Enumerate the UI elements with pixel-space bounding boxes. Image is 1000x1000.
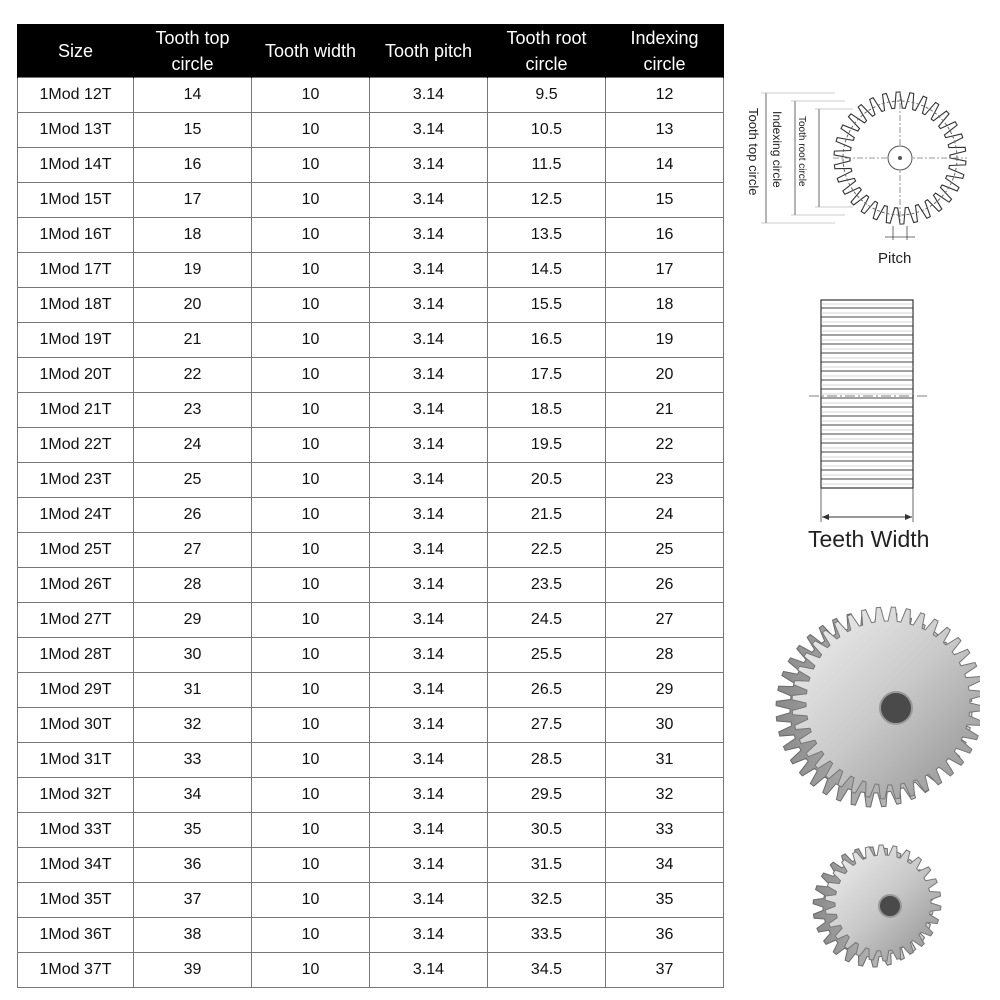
table-row — [18, 113, 724, 148]
cell-tooth-top-circle: 17 — [134, 183, 252, 218]
cell-indexing-circle: 32 — [606, 778, 724, 813]
cell-tooth-width: 10 — [252, 498, 370, 533]
header-size: Size — [18, 24, 134, 78]
cell-tooth-top-circle: 16 — [134, 148, 252, 183]
cell-tooth-top-circle: 20 — [134, 288, 252, 323]
cell-indexing-circle: 27 — [606, 603, 724, 638]
cell-size: 1Mod 13T — [18, 113, 134, 148]
cell-tooth-root-circle: 26.5 — [488, 673, 606, 708]
gear-center — [898, 156, 902, 160]
cell-tooth-root-circle: 16.5 — [488, 323, 606, 358]
cell-tooth-root-circle: 12.5 — [488, 183, 606, 218]
cell-tooth-pitch: 3.14 — [370, 463, 488, 498]
cell-size: 1Mod 25T — [18, 533, 134, 568]
table-row — [18, 673, 724, 708]
cell-indexing-circle: 20 — [606, 358, 724, 393]
cell-tooth-root-circle: 25.5 — [488, 638, 606, 673]
cell-tooth-pitch: 3.14 — [370, 778, 488, 813]
cell-tooth-root-circle: 34.5 — [488, 953, 606, 988]
table-row — [18, 288, 724, 323]
cell-tooth-root-circle: 17.5 — [488, 358, 606, 393]
cell-size: 1Mod 19T — [18, 323, 134, 358]
cell-indexing-circle: 26 — [606, 568, 724, 603]
cell-tooth-width: 10 — [252, 848, 370, 883]
cell-tooth-root-circle: 22.5 — [488, 533, 606, 568]
cell-size: 1Mod 30T — [18, 708, 134, 743]
cell-tooth-top-circle: 26 — [134, 498, 252, 533]
cell-tooth-width: 10 — [252, 463, 370, 498]
cell-tooth-width: 10 — [252, 743, 370, 778]
label-tooth-root-circle: Tooth root circle — [796, 116, 807, 187]
table-row — [18, 953, 724, 988]
width-arrow-left — [822, 514, 829, 520]
cell-tooth-width: 10 — [252, 708, 370, 743]
cell-indexing-circle: 19 — [606, 323, 724, 358]
cell-tooth-root-circle: 13.5 — [488, 218, 606, 253]
header-tooth-pitch: Tooth pitch — [370, 24, 488, 78]
cell-tooth-width: 10 — [252, 393, 370, 428]
cell-indexing-circle: 37 — [606, 953, 724, 988]
cell-tooth-width: 10 — [252, 218, 370, 253]
cell-tooth-width: 10 — [252, 603, 370, 638]
cell-tooth-pitch: 3.14 — [370, 218, 488, 253]
cell-tooth-root-circle: 14.5 — [488, 253, 606, 288]
cell-tooth-top-circle: 22 — [134, 358, 252, 393]
cell-tooth-top-circle: 30 — [134, 638, 252, 673]
cell-tooth-width: 10 — [252, 813, 370, 848]
cell-tooth-top-circle: 32 — [134, 708, 252, 743]
cell-tooth-width: 10 — [252, 778, 370, 813]
cell-tooth-top-circle: 29 — [134, 603, 252, 638]
cell-tooth-pitch: 3.14 — [370, 358, 488, 393]
table-row — [18, 183, 724, 218]
cell-tooth-pitch: 3.14 — [370, 848, 488, 883]
cell-size: 1Mod 23T — [18, 463, 134, 498]
cell-tooth-pitch: 3.14 — [370, 883, 488, 918]
label-indexing-circle: Indexing circle — [770, 111, 784, 188]
table-row — [18, 603, 724, 638]
teeth-width-diagram — [795, 290, 955, 555]
cell-tooth-root-circle: 32.5 — [488, 883, 606, 918]
table-row — [18, 393, 724, 428]
width-arrow-right — [905, 514, 912, 520]
table-row — [18, 428, 724, 463]
cell-tooth-root-circle: 21.5 — [488, 498, 606, 533]
cell-indexing-circle: 14 — [606, 148, 724, 183]
cell-tooth-pitch: 3.14 — [370, 743, 488, 778]
cell-indexing-circle: 28 — [606, 638, 724, 673]
header-tooth-top-circle: Tooth top circle — [134, 24, 252, 78]
cell-tooth-pitch: 3.14 — [370, 78, 488, 113]
cell-tooth-pitch: 3.14 — [370, 673, 488, 708]
cell-size: 1Mod 15T — [18, 183, 134, 218]
cell-size: 1Mod 12T — [18, 78, 134, 113]
cell-tooth-top-circle: 28 — [134, 568, 252, 603]
cell-tooth-top-circle: 25 — [134, 463, 252, 498]
cell-size: 1Mod 16T — [18, 218, 134, 253]
cell-tooth-pitch: 3.14 — [370, 568, 488, 603]
cell-tooth-width: 10 — [252, 148, 370, 183]
cell-tooth-pitch: 3.14 — [370, 288, 488, 323]
cell-indexing-circle: 31 — [606, 743, 724, 778]
header-tooth-root-circle: Tooth root circle — [488, 24, 606, 78]
table-row — [18, 883, 724, 918]
cell-tooth-top-circle: 14 — [134, 78, 252, 113]
cell-tooth-pitch: 3.14 — [370, 603, 488, 638]
cell-tooth-root-circle: 31.5 — [488, 848, 606, 883]
cell-indexing-circle: 25 — [606, 533, 724, 568]
cell-tooth-top-circle: 34 — [134, 778, 252, 813]
table-row — [18, 358, 724, 393]
table-row — [18, 743, 724, 778]
cell-tooth-width: 10 — [252, 568, 370, 603]
cell-tooth-pitch: 3.14 — [370, 498, 488, 533]
cell-tooth-pitch: 3.14 — [370, 113, 488, 148]
large-gear-bore — [880, 692, 912, 724]
cell-size: 1Mod 29T — [18, 673, 134, 708]
cell-tooth-width: 10 — [252, 918, 370, 953]
table-row — [18, 918, 724, 953]
cell-indexing-circle: 29 — [606, 673, 724, 708]
cell-size: 1Mod 28T — [18, 638, 134, 673]
cell-size: 1Mod 27T — [18, 603, 134, 638]
cell-tooth-top-circle: 19 — [134, 253, 252, 288]
label-teeth-width: Teeth Width — [808, 526, 930, 552]
cell-indexing-circle: 13 — [606, 113, 724, 148]
cell-tooth-top-circle: 37 — [134, 883, 252, 918]
cell-tooth-pitch: 3.14 — [370, 393, 488, 428]
cell-tooth-width: 10 — [252, 533, 370, 568]
cell-tooth-root-circle: 15.5 — [488, 288, 606, 323]
cell-size: 1Mod 32T — [18, 778, 134, 813]
cell-tooth-top-circle: 35 — [134, 813, 252, 848]
table-row — [18, 638, 724, 673]
table-row — [18, 148, 724, 183]
cell-indexing-circle: 16 — [606, 218, 724, 253]
cell-tooth-width: 10 — [252, 113, 370, 148]
cell-indexing-circle: 24 — [606, 498, 724, 533]
cell-tooth-top-circle: 31 — [134, 673, 252, 708]
cell-size: 1Mod 24T — [18, 498, 134, 533]
gear-dimension-diagram — [735, 85, 985, 270]
cell-tooth-top-circle: 15 — [134, 113, 252, 148]
cell-size: 1Mod 26T — [18, 568, 134, 603]
cell-indexing-circle: 18 — [606, 288, 724, 323]
cell-tooth-top-circle: 39 — [134, 953, 252, 988]
cell-tooth-width: 10 — [252, 323, 370, 358]
cell-tooth-pitch: 3.14 — [370, 428, 488, 463]
cell-size: 1Mod 17T — [18, 253, 134, 288]
cell-indexing-circle: 21 — [606, 393, 724, 428]
cell-tooth-pitch: 3.14 — [370, 953, 488, 988]
cell-size: 1Mod 31T — [18, 743, 134, 778]
table-row — [18, 708, 724, 743]
cell-tooth-root-circle: 9.5 — [488, 78, 606, 113]
cell-tooth-pitch: 3.14 — [370, 323, 488, 358]
label-pitch: Pitch — [878, 250, 912, 267]
cell-tooth-top-circle: 33 — [134, 743, 252, 778]
table-row — [18, 78, 724, 113]
cell-tooth-width: 10 — [252, 78, 370, 113]
cell-tooth-top-circle: 18 — [134, 218, 252, 253]
cell-size: 1Mod 14T — [18, 148, 134, 183]
cell-tooth-width: 10 — [252, 288, 370, 323]
table-body — [18, 78, 724, 988]
table-row — [18, 568, 724, 603]
cell-tooth-width: 10 — [252, 673, 370, 708]
cell-tooth-top-circle: 36 — [134, 848, 252, 883]
cell-tooth-top-circle: 38 — [134, 918, 252, 953]
cell-size: 1Mod 18T — [18, 288, 134, 323]
cell-tooth-top-circle: 27 — [134, 533, 252, 568]
cell-tooth-pitch: 3.14 — [370, 183, 488, 218]
cell-tooth-root-circle: 27.5 — [488, 708, 606, 743]
gear-spec-table — [17, 24, 724, 988]
cell-tooth-root-circle: 20.5 — [488, 463, 606, 498]
cell-tooth-root-circle: 23.5 — [488, 568, 606, 603]
table-row — [18, 813, 724, 848]
cell-size: 1Mod 20T — [18, 358, 134, 393]
cell-size: 1Mod 22T — [18, 428, 134, 463]
cell-tooth-width: 10 — [252, 253, 370, 288]
table-row — [18, 778, 724, 813]
cell-tooth-root-circle: 10.5 — [488, 113, 606, 148]
table-header-row — [18, 24, 724, 78]
cell-tooth-pitch: 3.14 — [370, 148, 488, 183]
cell-size: 1Mod 37T — [18, 953, 134, 988]
small-gear-image — [813, 845, 941, 967]
cell-size: 1Mod 36T — [18, 918, 134, 953]
cell-tooth-width: 10 — [252, 883, 370, 918]
table-row — [18, 253, 724, 288]
cell-indexing-circle: 34 — [606, 848, 724, 883]
cell-indexing-circle: 15 — [606, 183, 724, 218]
label-tooth-top-circle: Tooth top circle — [746, 108, 761, 196]
cell-tooth-top-circle: 24 — [134, 428, 252, 463]
cell-indexing-circle: 22 — [606, 428, 724, 463]
cell-tooth-root-circle: 11.5 — [488, 148, 606, 183]
table-row — [18, 533, 724, 568]
table-row — [18, 463, 724, 498]
cell-indexing-circle: 35 — [606, 883, 724, 918]
cell-tooth-width: 10 — [252, 638, 370, 673]
gear-product-photo — [760, 570, 980, 990]
cell-indexing-circle: 30 — [606, 708, 724, 743]
cell-size: 1Mod 33T — [18, 813, 134, 848]
cell-tooth-root-circle: 24.5 — [488, 603, 606, 638]
cell-size: 1Mod 34T — [18, 848, 134, 883]
table-row — [18, 498, 724, 533]
header-indexing-circle: Indexing circle — [606, 24, 724, 78]
table-row — [18, 323, 724, 358]
cell-indexing-circle: 12 — [606, 78, 724, 113]
cell-tooth-top-circle: 23 — [134, 393, 252, 428]
table-row — [18, 218, 724, 253]
cell-indexing-circle: 36 — [606, 918, 724, 953]
cell-indexing-circle: 17 — [606, 253, 724, 288]
cell-tooth-width: 10 — [252, 953, 370, 988]
cell-tooth-pitch: 3.14 — [370, 708, 488, 743]
gear-side-tooth-lines — [821, 304, 913, 484]
cell-tooth-root-circle: 18.5 — [488, 393, 606, 428]
cell-indexing-circle: 33 — [606, 813, 724, 848]
cell-tooth-pitch: 3.14 — [370, 813, 488, 848]
large-gear-image — [776, 607, 980, 807]
table-row — [18, 848, 724, 883]
cell-size: 1Mod 21T — [18, 393, 134, 428]
cell-tooth-root-circle: 33.5 — [488, 918, 606, 953]
cell-tooth-pitch: 3.14 — [370, 253, 488, 288]
cell-tooth-width: 10 — [252, 183, 370, 218]
cell-size: 1Mod 35T — [18, 883, 134, 918]
cell-tooth-pitch: 3.14 — [370, 533, 488, 568]
cell-tooth-root-circle: 28.5 — [488, 743, 606, 778]
small-gear-bore — [879, 895, 901, 917]
cell-tooth-root-circle: 30.5 — [488, 813, 606, 848]
cell-tooth-top-circle: 21 — [134, 323, 252, 358]
cell-tooth-width: 10 — [252, 428, 370, 463]
cell-tooth-root-circle: 19.5 — [488, 428, 606, 463]
cell-tooth-pitch: 3.14 — [370, 918, 488, 953]
header-tooth-width: Tooth width — [252, 24, 370, 78]
cell-tooth-root-circle: 29.5 — [488, 778, 606, 813]
cell-indexing-circle: 23 — [606, 463, 724, 498]
cell-tooth-pitch: 3.14 — [370, 638, 488, 673]
cell-tooth-width: 10 — [252, 358, 370, 393]
